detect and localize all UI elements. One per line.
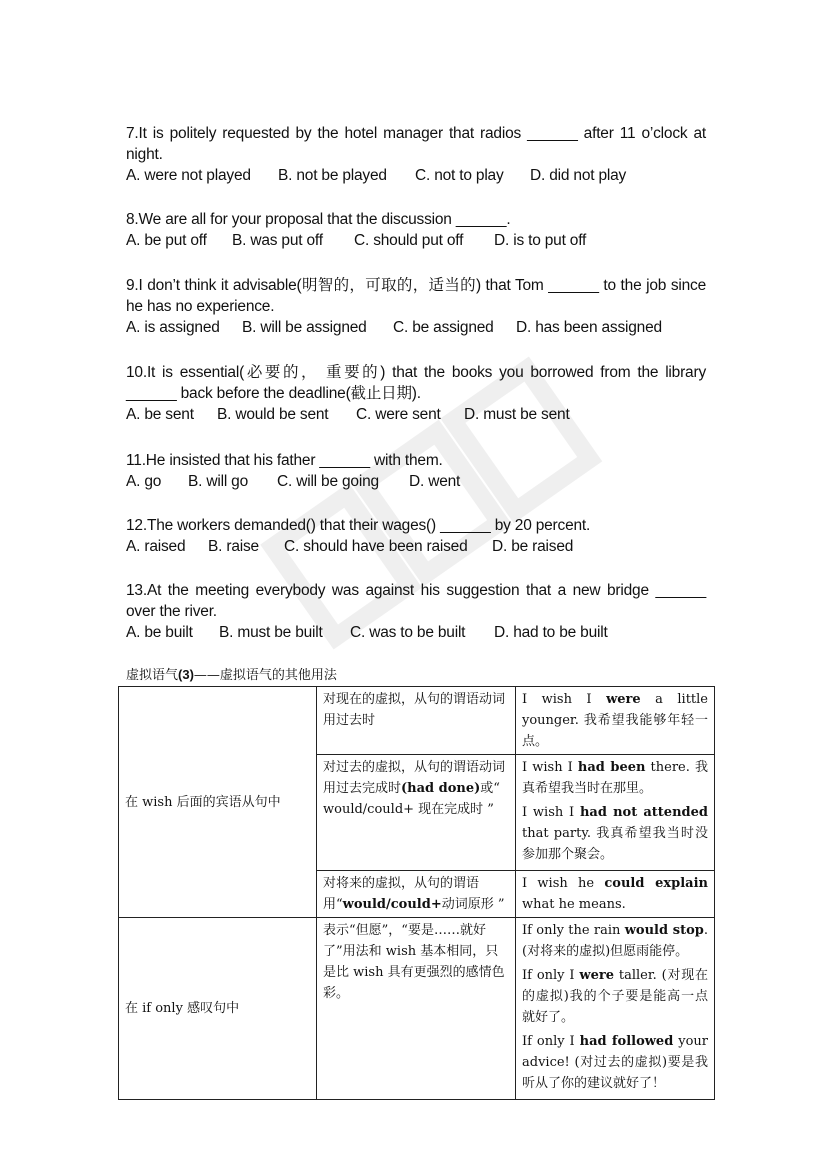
wish-label: 在 wish 后面的宾语从句中 bbox=[119, 687, 317, 918]
wish-past-desc bbox=[317, 755, 516, 871]
example-text: your advice! (对过去的虚拟)要是我听从了你的建议就好了！ bbox=[522, 1034, 708, 1091]
example-text: taller. (对现在的虚拟)我的个子要是能高一点就好了。 bbox=[522, 968, 708, 1025]
example-text: If only I bbox=[522, 1034, 580, 1049]
example-bold: were bbox=[606, 692, 641, 707]
example-3 bbox=[522, 1031, 708, 1094]
option-c: C. not to play bbox=[415, 167, 504, 184]
desc-bold: would/could+ bbox=[342, 897, 442, 912]
example-text: I wish I bbox=[522, 805, 580, 820]
question-stem: 7.It is politely requested by the hotel manager that radios ______ after 11 o’clock at night. bbox=[126, 125, 706, 163]
option-a: A. were not played bbox=[126, 167, 251, 184]
question-stem: 11.He insisted that his father ______ with them. bbox=[126, 452, 443, 469]
option-d: D. must be sent bbox=[464, 406, 570, 423]
option-b: B. not be played bbox=[278, 167, 387, 184]
question-options bbox=[126, 536, 706, 557]
table-title-num: (3) bbox=[178, 667, 194, 682]
desc-text: 对将来的虚拟，从句的谓语用“ bbox=[323, 876, 480, 912]
table-title-pre: 虚拟语气 bbox=[126, 668, 179, 683]
option-b: B. will go bbox=[188, 473, 249, 490]
question-stem: 8.We are all for your proposal that the discussion ______. bbox=[126, 211, 511, 228]
option-c: C. should have been raised bbox=[284, 538, 468, 555]
table-title-post: ——虚拟语气的其他用法 bbox=[193, 668, 337, 683]
option-d: D. did not play bbox=[530, 167, 627, 184]
desc-bold: (had done) bbox=[401, 781, 481, 796]
example-text: . (对将来的虚拟)但愿雨能停。 bbox=[522, 923, 708, 959]
example-bold: had followed bbox=[579, 1034, 674, 1049]
question-stem: 10.It is essential(必要的， 重要的) that the books you borrowed from the library ______ back before the deadline(截止日期). bbox=[126, 364, 706, 402]
example-bold: would stop bbox=[624, 923, 704, 938]
example-text: there. 我真希望我当时在那里。 bbox=[522, 760, 708, 796]
ifonly-label: 在 if only 感叹句中 bbox=[119, 918, 317, 1100]
wish-present-desc: 对现在的虚拟，从句的谓语动词用过去时 bbox=[317, 687, 516, 755]
table-title bbox=[126, 665, 337, 686]
wish-future-desc bbox=[317, 871, 516, 918]
option-a: A. be built bbox=[126, 624, 193, 641]
option-d: D. had to be built bbox=[494, 624, 608, 641]
table-row bbox=[119, 918, 715, 1100]
table-row bbox=[119, 687, 715, 755]
wish-future-example bbox=[516, 871, 715, 918]
option-d: D. has been assigned bbox=[516, 319, 662, 336]
option-a: A. raised bbox=[126, 538, 186, 555]
question-options bbox=[126, 165, 706, 186]
question-11 bbox=[126, 450, 706, 492]
question-options bbox=[126, 622, 706, 643]
example-text: that party. 我真希望我当时没参加那个聚会。 bbox=[522, 826, 708, 862]
option-b: B. must be built bbox=[219, 624, 323, 641]
option-d: D. is to put off bbox=[494, 232, 587, 249]
question-options bbox=[126, 317, 706, 338]
grammar-table bbox=[118, 686, 715, 1100]
option-d: D. be raised bbox=[492, 538, 574, 555]
question-options bbox=[126, 230, 706, 251]
option-c: C. should put off bbox=[354, 232, 464, 249]
option-c: C. will be going bbox=[277, 473, 379, 490]
option-c: C. were sent bbox=[356, 406, 441, 423]
question-13 bbox=[126, 580, 706, 643]
example-text: I wish I bbox=[522, 760, 578, 775]
example-bold: could explain bbox=[604, 876, 708, 891]
question-12 bbox=[126, 515, 706, 557]
option-a: A. go bbox=[126, 473, 162, 490]
option-b: B. will be assigned bbox=[242, 319, 367, 336]
example-bold: had been bbox=[577, 760, 646, 775]
example-2 bbox=[522, 802, 708, 865]
option-a: A. is assigned bbox=[126, 319, 220, 336]
wish-past-examples bbox=[516, 755, 715, 871]
option-d: D. went bbox=[409, 473, 461, 490]
example-bold: had not attended bbox=[579, 805, 708, 820]
example-text: If only the rain bbox=[522, 923, 625, 938]
example-bold: were bbox=[579, 968, 615, 983]
question-8 bbox=[126, 209, 706, 251]
question-10 bbox=[126, 362, 706, 425]
example-text: I wish he bbox=[522, 876, 605, 891]
example-text: what he means. bbox=[522, 897, 626, 912]
option-c: C. be assigned bbox=[393, 319, 494, 336]
option-b: B. raise bbox=[208, 538, 259, 555]
question-7 bbox=[126, 123, 706, 186]
option-b: B. would be sent bbox=[217, 406, 329, 423]
example-text: If only I bbox=[522, 968, 580, 983]
question-stem: 12.The workers demanded() that their wages() ______ by 20 percent. bbox=[126, 517, 591, 534]
desc-text: 或“ would/could+ 现在完成时 ” bbox=[323, 781, 500, 817]
desc-text: 对过去的虚拟，从句的谓语动词用过去完成时 bbox=[323, 760, 506, 796]
ifonly-desc: 表示“但愿”，“要是……就好了”用法和 wish 基本相同，只是比 wish 具有更强烈的感情色彩。 bbox=[317, 918, 516, 1100]
question-stem: 13.At the meeting everybody was against his suggestion that a new bridge ______ over the river. bbox=[126, 582, 706, 620]
question-9 bbox=[126, 275, 706, 338]
option-c: C. was to be built bbox=[350, 624, 466, 641]
question-options bbox=[126, 471, 706, 492]
example-1 bbox=[522, 757, 708, 799]
question-stem: 9.I don’t think it advisable(明智的，可取的，适当的) that Tom ______ to the job since he has no experience. bbox=[126, 277, 706, 315]
example-1 bbox=[522, 920, 708, 962]
question-options bbox=[126, 404, 706, 425]
example-text: I wish I bbox=[522, 692, 607, 707]
example-2 bbox=[522, 965, 708, 1028]
option-a: A. be put off bbox=[126, 232, 207, 249]
ifonly-examples bbox=[516, 918, 715, 1100]
option-a: A. be sent bbox=[126, 406, 194, 423]
option-b: B. was put off bbox=[232, 232, 323, 249]
example-text: a little younger. 我希望我能够年轻一点。 bbox=[522, 692, 708, 749]
desc-text: 动词原形 ” bbox=[441, 897, 505, 912]
wish-present-example bbox=[516, 687, 715, 755]
